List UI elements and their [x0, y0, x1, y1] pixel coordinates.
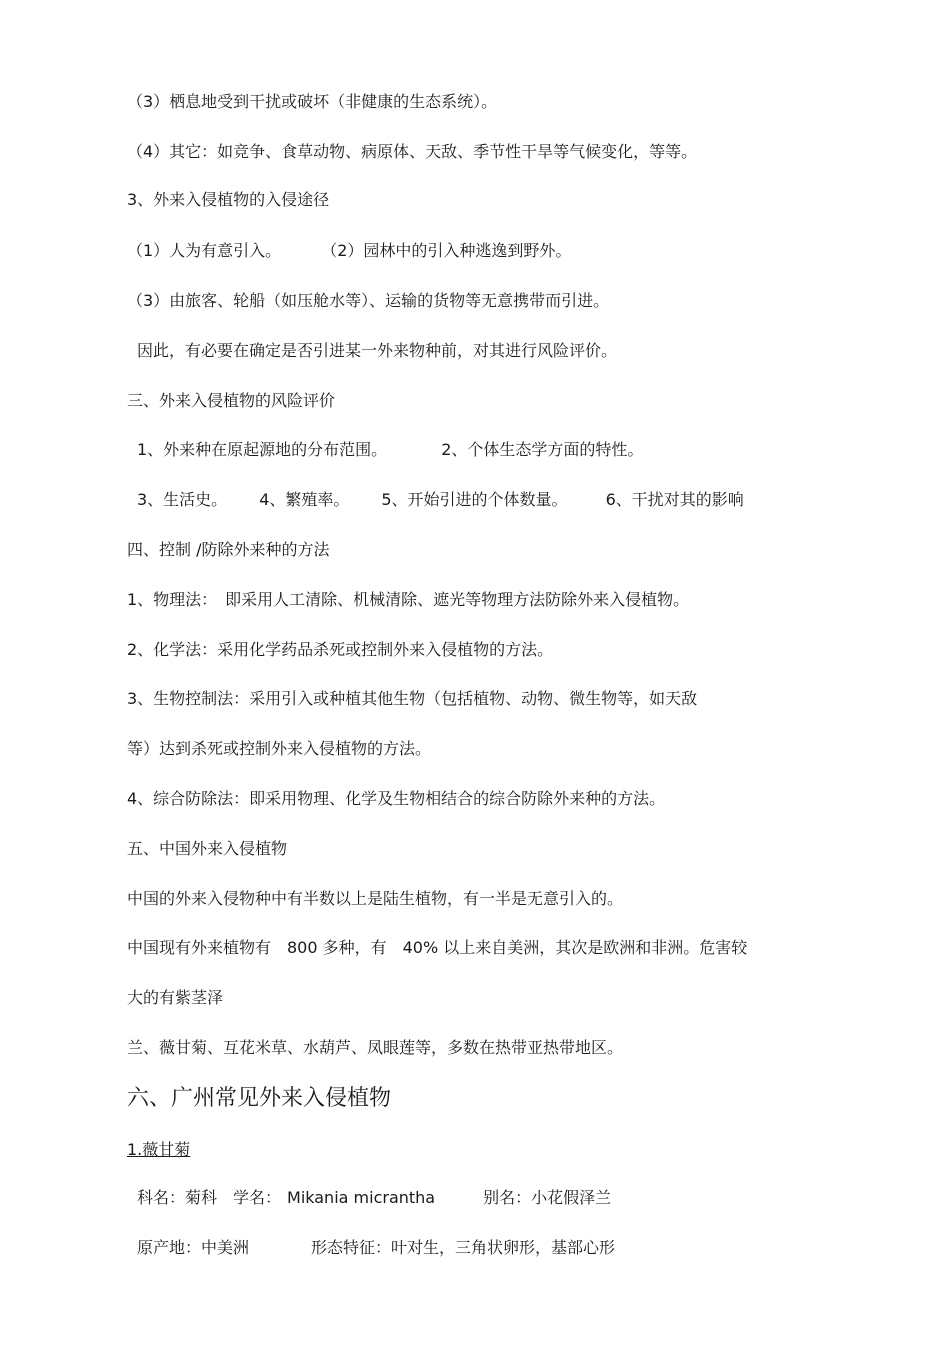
species-name: 1.薇甘菊: [127, 1140, 191, 1159]
heading-text: 五、中国外来入侵植物: [127, 839, 288, 858]
heading-text: 四、控制 /防除外来种的方法: [127, 540, 330, 559]
text-line: [127, 689, 697, 709]
paragraph-text: 2、化学法：采用化学药品杀死或控制外来入侵植物的方法。: [127, 640, 554, 659]
text-line: [127, 1038, 623, 1058]
text-line: [127, 241, 571, 261]
paragraph-text: 大的有紫茎泽: [127, 988, 224, 1007]
list-item: 2、个体生态学方面的特性。: [441, 440, 644, 459]
text-line: [127, 938, 747, 958]
paragraph-text: 3、生物控制法：采用引入或种植其他生物（包括植物、动物、微生物等，如天敌: [127, 689, 698, 708]
paragraph-text: 中国的外来入侵物种中有半数以上是陆生植物，有一半是无意引入的。: [127, 889, 624, 908]
family-label: 科名：菊科 学名：: [137, 1188, 282, 1207]
text-line: [137, 1238, 615, 1258]
text-line: [127, 988, 223, 1008]
text-line: [127, 291, 609, 311]
list-item: 1、外来种在原起源地的分布范围。: [137, 440, 388, 459]
list-item: 4、繁殖率。: [259, 490, 350, 509]
alias-label: 别名：小花假泽兰: [483, 1188, 612, 1207]
list-item: 5、开始引进的个体数量。: [381, 490, 568, 509]
paragraph-text: 中国现有外来植物有 800 多种，有 40% 以上来自美洲，其次是欧洲和非洲。危害较: [127, 938, 748, 957]
paragraph-text: 兰、薇甘菊、互花米草、水葫芦、凤眼莲等，多数在热带亚热带地区。: [127, 1038, 624, 1057]
text-line: [137, 440, 643, 460]
text-line: [127, 789, 665, 809]
origin-label: 原产地：中美洲: [137, 1238, 250, 1257]
text-line: [137, 1188, 611, 1208]
text-line: [127, 889, 623, 909]
section-heading: [127, 839, 287, 859]
paragraph-text: （4）其它：如竞争、食草动物、病原体、天敌、季节性干旱等气候变化，等等。: [127, 142, 698, 161]
section-heading: [127, 540, 329, 560]
list-item: （1）人为有意引入。: [127, 241, 282, 260]
list-item: （2）园林中的引入种逃逸到野外。: [321, 241, 572, 260]
paragraph-text: 1、物理法： 即采用人工清除、机械清除、遮光等物理方法防除外来入侵植物。: [127, 590, 690, 609]
section-heading: [127, 391, 335, 411]
text-line: [127, 590, 689, 610]
species-title: [127, 1140, 190, 1160]
text-line: [127, 92, 497, 112]
paragraph-text: 4、综合防除法：即采用物理、化学及生物相结合的综合防除外来种的方法。: [127, 789, 666, 808]
section-heading-large: [127, 1085, 391, 1113]
text-line: [127, 142, 697, 162]
text-line: [127, 640, 553, 660]
list-item: 3、生活史。: [137, 490, 228, 509]
paragraph-text: 因此，有必要在确定是否引进某一外来物种前，对其进行风险评价。: [137, 341, 618, 360]
morphology-label: 形态特征：叶对生，三角状卵形，基部心形: [311, 1238, 616, 1257]
text-line: [137, 490, 744, 510]
paragraph-text: （3）栖息地受到干扰或破坏（非健康的生态系统）。: [127, 92, 498, 111]
heading-text: 三、外来入侵植物的风险评价: [127, 391, 336, 410]
paragraph-text: 等）达到杀死或控制外来入侵植物的方法。: [127, 739, 432, 758]
paragraph-text: 3、外来入侵植物的入侵途径: [127, 190, 330, 209]
heading-text: 六、广州常见外来入侵植物: [127, 1086, 392, 1111]
text-line: [127, 739, 431, 759]
section-subheading: [127, 190, 329, 210]
text-line: [137, 341, 617, 361]
paragraph-text: （3）由旅客、轮船（如压舱水等）、运输的货物等无意携带而引进。: [127, 291, 610, 310]
list-item: 6、干扰对其的影响: [605, 490, 744, 509]
scientific-name: Mikania micrantha: [287, 1188, 436, 1207]
